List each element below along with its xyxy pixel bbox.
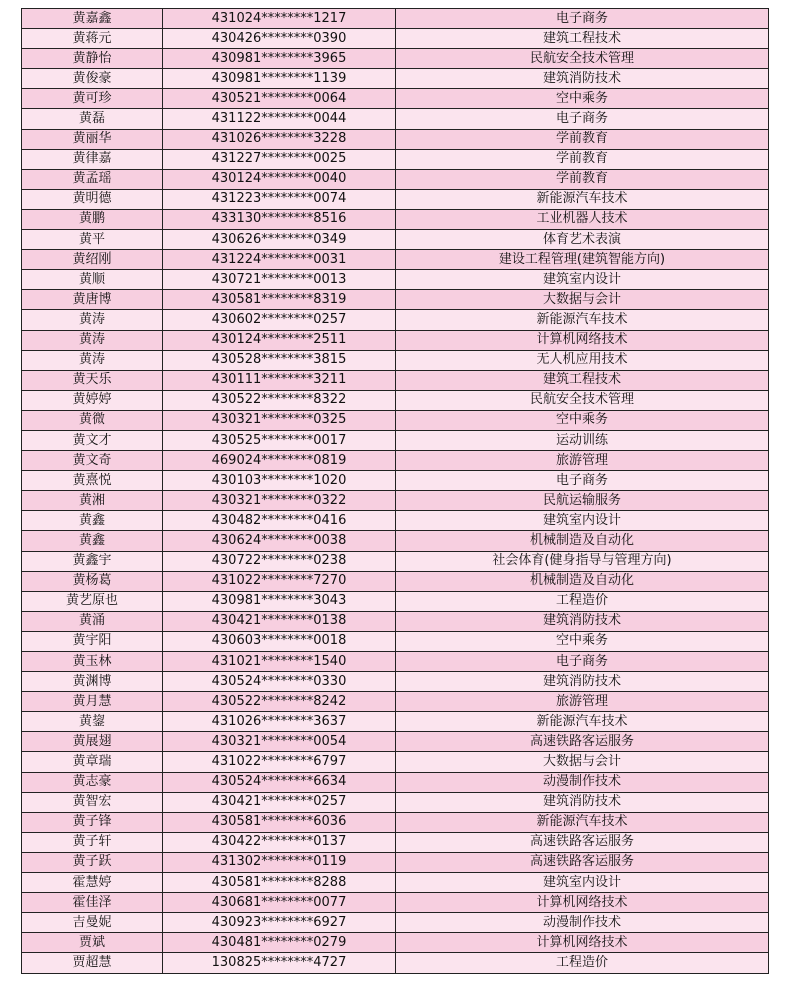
major-cell: 民航安全技术管理 xyxy=(396,390,769,410)
major-cell: 机械制造及自动化 xyxy=(396,531,769,551)
major-cell: 学前教育 xyxy=(396,169,769,189)
major-cell: 新能源汽车技术 xyxy=(396,189,769,209)
id-number-cell: 431026********3637 xyxy=(163,712,396,732)
name-cell: 黄杨葛 xyxy=(22,571,163,591)
id-number-cell: 430581********6036 xyxy=(163,812,396,832)
major-cell: 电子商务 xyxy=(396,652,769,672)
id-number-cell: 430602********0257 xyxy=(163,310,396,330)
name-cell: 贾斌 xyxy=(22,933,163,953)
student-list-sheet xyxy=(21,8,768,974)
major-cell: 体育艺术表演 xyxy=(396,230,769,250)
name-cell: 黄绍刚 xyxy=(22,250,163,270)
id-number-cell: 430581********8288 xyxy=(163,873,396,893)
id-number-cell: 431302********0119 xyxy=(163,852,396,872)
table-row xyxy=(22,672,769,692)
name-cell: 黄志豪 xyxy=(22,772,163,792)
id-number-cell: 430626********0349 xyxy=(163,230,396,250)
name-cell: 黄天乐 xyxy=(22,370,163,390)
major-cell: 计算机网络技术 xyxy=(396,893,769,913)
id-number-cell: 431022********6797 xyxy=(163,752,396,772)
id-number-cell: 431022********7270 xyxy=(163,571,396,591)
name-cell: 黄章瑞 xyxy=(22,752,163,772)
table-row xyxy=(22,129,769,149)
id-number-cell: 430528********3815 xyxy=(163,350,396,370)
table-row xyxy=(22,410,769,430)
major-cell: 建筑室内设计 xyxy=(396,873,769,893)
major-cell: 旅游管理 xyxy=(396,451,769,471)
major-cell: 建筑室内设计 xyxy=(396,270,769,290)
name-cell: 黄孟瑶 xyxy=(22,169,163,189)
major-cell: 建筑室内设计 xyxy=(396,511,769,531)
major-cell: 建筑消防技术 xyxy=(396,69,769,89)
id-number-cell: 430521********0064 xyxy=(163,89,396,109)
table-row xyxy=(22,752,769,772)
major-cell: 学前教育 xyxy=(396,129,769,149)
name-cell: 黄律嘉 xyxy=(22,149,163,169)
major-cell: 高速铁路客运服务 xyxy=(396,832,769,852)
major-cell: 建筑工程技术 xyxy=(396,29,769,49)
major-cell: 无人机应用技术 xyxy=(396,350,769,370)
major-cell: 民航安全技术管理 xyxy=(396,49,769,69)
table-row xyxy=(22,893,769,913)
id-number-cell: 431021********1540 xyxy=(163,652,396,672)
table-row xyxy=(22,953,769,973)
id-number-cell: 430981********1139 xyxy=(163,69,396,89)
table-row xyxy=(22,852,769,872)
table-row xyxy=(22,591,769,611)
table-row xyxy=(22,430,769,450)
id-number-cell: 430426********0390 xyxy=(163,29,396,49)
major-cell: 工业机器人技术 xyxy=(396,209,769,229)
id-number-cell: 433130********8516 xyxy=(163,209,396,229)
major-cell: 新能源汽车技术 xyxy=(396,712,769,732)
name-cell: 黄涛 xyxy=(22,310,163,330)
name-cell: 黄涌 xyxy=(22,611,163,631)
table-row xyxy=(22,551,769,571)
name-cell: 黄蒋元 xyxy=(22,29,163,49)
major-cell: 建筑消防技术 xyxy=(396,672,769,692)
table-row xyxy=(22,571,769,591)
id-number-cell: 430722********0238 xyxy=(163,551,396,571)
table-row xyxy=(22,9,769,29)
table-row xyxy=(22,873,769,893)
id-number-cell: 430481********0279 xyxy=(163,933,396,953)
id-number-cell: 431122********0044 xyxy=(163,109,396,129)
major-cell: 学前教育 xyxy=(396,149,769,169)
table-row xyxy=(22,69,769,89)
id-number-cell: 431224********0031 xyxy=(163,250,396,270)
id-number-cell: 469024********0819 xyxy=(163,451,396,471)
table-row xyxy=(22,491,769,511)
id-number-cell: 430321********0054 xyxy=(163,732,396,752)
major-cell: 空中乘务 xyxy=(396,410,769,430)
id-number-cell: 430721********0013 xyxy=(163,270,396,290)
table-row xyxy=(22,209,769,229)
major-cell: 旅游管理 xyxy=(396,692,769,712)
name-cell: 霍慧婷 xyxy=(22,873,163,893)
id-number-cell: 430482********0416 xyxy=(163,511,396,531)
name-cell: 黄子轩 xyxy=(22,832,163,852)
major-cell: 大数据与会计 xyxy=(396,290,769,310)
name-cell: 黄展翅 xyxy=(22,732,163,752)
name-cell: 黄顺 xyxy=(22,270,163,290)
table-row xyxy=(22,712,769,732)
major-cell: 机械制造及自动化 xyxy=(396,571,769,591)
name-cell: 贾超慧 xyxy=(22,953,163,973)
table-row xyxy=(22,390,769,410)
name-cell: 黄文才 xyxy=(22,430,163,450)
major-cell: 计算机网络技术 xyxy=(396,933,769,953)
name-cell: 黄涛 xyxy=(22,350,163,370)
major-cell: 电子商务 xyxy=(396,9,769,29)
name-cell: 黄俊豪 xyxy=(22,69,163,89)
id-number-cell: 430124********2511 xyxy=(163,330,396,350)
name-cell: 黄唐博 xyxy=(22,290,163,310)
table-row xyxy=(22,230,769,250)
table-row xyxy=(22,792,769,812)
id-number-cell: 430422********0137 xyxy=(163,832,396,852)
table-row xyxy=(22,370,769,390)
id-number-cell: 430581********8319 xyxy=(163,290,396,310)
table-row xyxy=(22,149,769,169)
id-number-cell: 430321********0325 xyxy=(163,410,396,430)
name-cell: 黄月慧 xyxy=(22,692,163,712)
table-row xyxy=(22,330,769,350)
name-cell: 黄婷婷 xyxy=(22,390,163,410)
table-row xyxy=(22,169,769,189)
major-cell: 运动训练 xyxy=(396,430,769,450)
major-cell: 新能源汽车技术 xyxy=(396,310,769,330)
name-cell: 黄磊 xyxy=(22,109,163,129)
major-cell: 建设工程管理(建筑智能方向) xyxy=(396,250,769,270)
table-row xyxy=(22,29,769,49)
name-cell: 黄文奇 xyxy=(22,451,163,471)
id-number-cell: 430421********0138 xyxy=(163,611,396,631)
name-cell: 黄鑫 xyxy=(22,531,163,551)
name-cell: 黄鑫宇 xyxy=(22,551,163,571)
table-row xyxy=(22,471,769,491)
major-cell: 动漫制作技术 xyxy=(396,913,769,933)
major-cell: 建筑消防技术 xyxy=(396,611,769,631)
major-cell: 工程造价 xyxy=(396,591,769,611)
table-row xyxy=(22,250,769,270)
table-row xyxy=(22,451,769,471)
name-cell: 吉曼妮 xyxy=(22,913,163,933)
id-number-cell: 430524********0330 xyxy=(163,672,396,692)
major-cell: 高速铁路客运服务 xyxy=(396,852,769,872)
major-cell: 计算机网络技术 xyxy=(396,330,769,350)
table-row xyxy=(22,913,769,933)
table-row xyxy=(22,531,769,551)
id-number-cell: 430111********3211 xyxy=(163,370,396,390)
name-cell: 黄智宏 xyxy=(22,792,163,812)
name-cell: 黄渊博 xyxy=(22,672,163,692)
id-number-cell: 130825********4727 xyxy=(163,953,396,973)
name-cell: 黄平 xyxy=(22,230,163,250)
id-number-cell: 430981********3043 xyxy=(163,591,396,611)
name-cell: 黄微 xyxy=(22,410,163,430)
table-row xyxy=(22,310,769,330)
id-number-cell: 430603********0018 xyxy=(163,631,396,651)
table-row xyxy=(22,511,769,531)
name-cell: 霍佳泽 xyxy=(22,893,163,913)
name-cell: 黄鑫 xyxy=(22,511,163,531)
id-number-cell: 430124********0040 xyxy=(163,169,396,189)
id-number-cell: 431026********3228 xyxy=(163,129,396,149)
id-number-cell: 431024********1217 xyxy=(163,9,396,29)
major-cell: 建筑工程技术 xyxy=(396,370,769,390)
id-number-cell: 430321********0322 xyxy=(163,491,396,511)
major-cell: 新能源汽车技术 xyxy=(396,812,769,832)
major-cell: 空中乘务 xyxy=(396,89,769,109)
major-cell: 电子商务 xyxy=(396,471,769,491)
table-row xyxy=(22,290,769,310)
table-row xyxy=(22,933,769,953)
major-cell: 动漫制作技术 xyxy=(396,772,769,792)
major-cell: 社会体育(健身指导与管理方向) xyxy=(396,551,769,571)
table-row xyxy=(22,89,769,109)
id-number-cell: 430103********1020 xyxy=(163,471,396,491)
table-row xyxy=(22,611,769,631)
id-number-cell: 430624********0038 xyxy=(163,531,396,551)
name-cell: 黄子锋 xyxy=(22,812,163,832)
id-number-cell: 430923********6927 xyxy=(163,913,396,933)
major-cell: 大数据与会计 xyxy=(396,752,769,772)
table-row xyxy=(22,652,769,672)
id-number-cell: 430522********8242 xyxy=(163,692,396,712)
table-row xyxy=(22,631,769,651)
name-cell: 黄子跃 xyxy=(22,852,163,872)
name-cell: 黄艺原也 xyxy=(22,591,163,611)
table-row xyxy=(22,812,769,832)
student-table xyxy=(21,8,769,974)
table-row xyxy=(22,350,769,370)
name-cell: 黄嘉鑫 xyxy=(22,9,163,29)
table-row xyxy=(22,270,769,290)
major-cell: 电子商务 xyxy=(396,109,769,129)
table-row xyxy=(22,772,769,792)
major-cell: 高速铁路客运服务 xyxy=(396,732,769,752)
name-cell: 黄明德 xyxy=(22,189,163,209)
id-number-cell: 430681********0077 xyxy=(163,893,396,913)
name-cell: 黄鋆 xyxy=(22,712,163,732)
table-row xyxy=(22,49,769,69)
name-cell: 黄丽华 xyxy=(22,129,163,149)
name-cell: 黄鹏 xyxy=(22,209,163,229)
major-cell: 工程造价 xyxy=(396,953,769,973)
table-row xyxy=(22,832,769,852)
id-number-cell: 431223********0074 xyxy=(163,189,396,209)
table-row xyxy=(22,732,769,752)
student-table-body xyxy=(22,9,769,974)
table-row xyxy=(22,189,769,209)
major-cell: 民航运输服务 xyxy=(396,491,769,511)
name-cell: 黄静怡 xyxy=(22,49,163,69)
id-number-cell: 430981********3965 xyxy=(163,49,396,69)
name-cell: 黄可珍 xyxy=(22,89,163,109)
name-cell: 黄宇阳 xyxy=(22,631,163,651)
id-number-cell: 431227********0025 xyxy=(163,149,396,169)
table-row xyxy=(22,109,769,129)
name-cell: 黄湘 xyxy=(22,491,163,511)
table-row xyxy=(22,692,769,712)
name-cell: 黄玉林 xyxy=(22,652,163,672)
name-cell: 黄涛 xyxy=(22,330,163,350)
major-cell: 建筑消防技术 xyxy=(396,792,769,812)
id-number-cell: 430525********0017 xyxy=(163,430,396,450)
id-number-cell: 430524********6634 xyxy=(163,772,396,792)
id-number-cell: 430421********0257 xyxy=(163,792,396,812)
major-cell: 空中乘务 xyxy=(396,631,769,651)
id-number-cell: 430522********8322 xyxy=(163,390,396,410)
name-cell: 黄熹悦 xyxy=(22,471,163,491)
